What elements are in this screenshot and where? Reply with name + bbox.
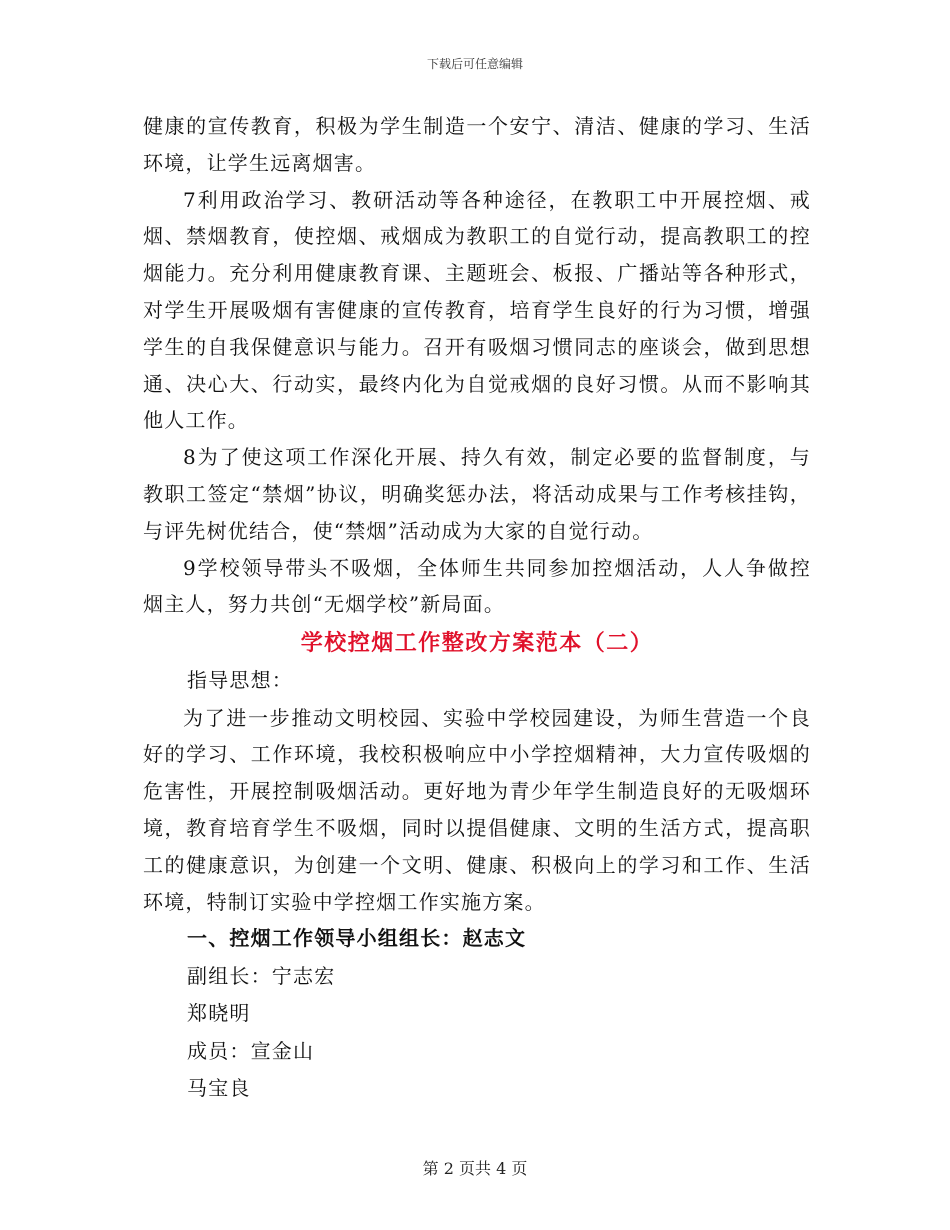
document-body [143, 108, 811, 1108]
paragraph-guide: 为了进一步推动文明校园、实验中学校园建设，为师生营造一个良好的学习、工作环境，我校积极响应中小学控烟精神，大力宣传吸烟的危害性，开展控制吸烟活动。更好地为青少年学生制造良好的无吸烟环境，教育培育学生不吸烟，同时以提倡健康、文明的生活方式，提高职工的健康意识，为创建一个文明、健康、积极向上的学习和工作、生活环境，特制订实验中学控烟工作实施方案。 [143, 705, 811, 914]
page-number: 第 2 页共 4 页 [422, 1159, 528, 1178]
member-line-2: 马宝良 [187, 1076, 251, 1101]
paragraph-item-8: 8为了使这项工作深化开展、持久有效，制定必要的监督制度，与教职工签定“禁烟”协议，明确奖惩办法，将活动成果与工作考核挂钩，与评先树优结合，使“禁烟”活动成为大家的自觉行动。 [143, 445, 811, 543]
section-title: 学校控烟工作整改方案范本（二） [300, 630, 654, 657]
header-note: 下载后可任意编辑 [426, 57, 523, 71]
paragraph-item-9: 9学校领导带头不吸烟，全体师生共同参加控烟活动，人人争做控烟主人，努力共创“无烟学校”新局面。 [143, 555, 811, 617]
paragraph-continuation: 健康的宣传教育，积极为学生制造一个安宁、清洁、健康的学习、生活环境，让学生远离烟害。 [143, 114, 811, 175]
vice-leader-line: 副组长：宁志宏 [187, 963, 336, 988]
leader-heading: 一、控烟工作领导小组组长：赵志文 [187, 926, 527, 951]
guide-heading: 指导思想： [187, 668, 293, 693]
vice-leader-line-2: 郑晓明 [187, 1001, 251, 1026]
paragraph-item-7: 7利用政治学习、教研活动等各种途径，在教职工中开展控烟、戒烟、禁烟教育，使控烟、戒烟成为教职工的自觉行动，提高教职工的控烟能力。充分利用健康教育课、主题班会、板报、广播站等各种形式，对学生开展吸烟有害健康的宣传教育，培育学生良好的行为习惯，增强学生的自我保健意识与能力。召开有吸烟习惯同志的座谈会，做到思想通、决心大、行动实，最终内化为自觉戒烟的良好习惯。从而不影响其他人工作。 [143, 187, 811, 433]
member-line: 成员：宣金山 [187, 1038, 315, 1063]
